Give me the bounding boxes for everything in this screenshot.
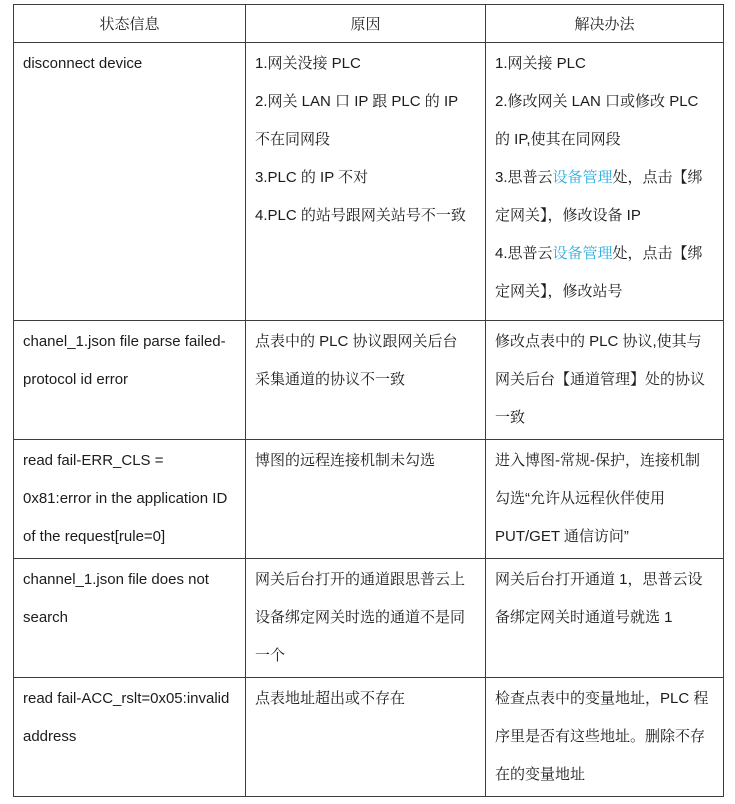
cell-status <box>14 678 246 797</box>
cell-paragraph <box>255 561 471 675</box>
text-segment: read fail-ACC_rslt=0x05:invalid address <box>23 690 230 745</box>
cell-paragraph <box>23 323 231 399</box>
cell-solution <box>486 559 724 678</box>
text-segment: 处，点击【绑定网关】，修改站号 <box>495 245 703 300</box>
table-row <box>14 440 724 559</box>
cell-cause <box>246 559 486 678</box>
cell-status <box>14 559 246 678</box>
cell-status <box>14 321 246 440</box>
header-cause: 原因 <box>246 5 486 43</box>
cell-paragraph <box>495 83 709 159</box>
text-segment: 点表地址超出或不存在 <box>255 690 406 707</box>
cell-paragraph <box>255 83 471 159</box>
cell-solution <box>486 321 724 440</box>
header-row <box>14 5 724 43</box>
table-row <box>14 678 724 797</box>
cell-paragraph <box>495 159 709 235</box>
cell-paragraph <box>495 561 709 637</box>
troubleshooting-table <box>13 4 724 797</box>
accent-link-text: 设备管理 <box>552 245 613 262</box>
cell-paragraph <box>255 442 471 480</box>
text-segment: 2.修改网关 LAN 口或修改 PLC 的 IP,使其在同网段 <box>495 93 699 148</box>
table-row <box>14 321 724 440</box>
cell-paragraph <box>495 45 709 83</box>
cell-paragraph <box>23 45 231 83</box>
cell-paragraph <box>495 323 709 437</box>
text-segment: 处，点击【绑定网关】，修改设备 IP <box>495 169 703 224</box>
table-row <box>14 559 724 678</box>
table-body <box>14 43 724 797</box>
cell-status <box>14 43 246 321</box>
text-segment: disconnect device <box>23 55 143 72</box>
cell-cause <box>246 440 486 559</box>
text-segment: 网关后台打开通道 1，思普云设备绑定网关时通道号就选 1 <box>495 571 703 626</box>
table-header <box>14 5 724 43</box>
cell-paragraph <box>23 442 231 556</box>
cell-paragraph <box>495 235 709 311</box>
cell-paragraph <box>255 159 471 197</box>
table-row <box>14 43 724 321</box>
header-status: 状态信息 <box>14 5 246 43</box>
text-segment: 点表中的 PLC 协议跟网关后台采集通道的协议不一致 <box>255 333 458 388</box>
text-segment: 网关后台打开的通道跟思普云上设备绑定网关时选的通道不是同一个 <box>255 571 466 664</box>
text-segment: 进入博图-常规-保护，连接机制勾选“允许从远程伙伴使用 PUT/GET 通信访问” <box>495 452 700 545</box>
text-segment: 3.PLC 的 IP 不对 <box>255 169 369 186</box>
cell-paragraph <box>255 45 471 83</box>
text-segment: 4.PLC 的站号跟网关站号不一致 <box>255 207 466 224</box>
cell-paragraph <box>255 323 471 399</box>
text-segment: 1.网关接 PLC <box>495 55 586 72</box>
cell-solution <box>486 440 724 559</box>
cell-paragraph <box>495 680 709 794</box>
cell-paragraph <box>23 561 231 637</box>
text-segment: 1.网关没接 PLC <box>255 55 361 72</box>
cell-cause <box>246 43 486 321</box>
cell-status <box>14 440 246 559</box>
text-segment: 4.思普云 <box>495 245 553 262</box>
accent-link-text: 设备管理 <box>552 169 613 186</box>
text-segment: channel_1.json file does not search <box>23 571 209 626</box>
cell-cause <box>246 678 486 797</box>
text-segment: 修改点表中的 PLC 协议,使其与网关后台【通道管理】处的协议一致 <box>495 333 706 426</box>
header-solution: 解决办法 <box>486 5 724 43</box>
cell-paragraph <box>255 197 471 235</box>
text-segment: read fail-ERR_CLS = 0x81:error in the application ID of the request[rule=0] <box>23 452 228 545</box>
text-segment: chanel_1.json file parse failed-protocol id error <box>23 333 226 388</box>
cell-paragraph <box>495 442 709 556</box>
text-segment: 检查点表中的变量地址，PLC 程序里是否有这些地址。删除不存在的变量地址 <box>495 690 709 783</box>
text-segment: 3.思普云 <box>495 169 553 186</box>
cell-solution <box>486 678 724 797</box>
text-segment: 博图的远程连接机制未勾选 <box>255 452 436 469</box>
cell-paragraph <box>23 680 231 756</box>
text-segment: 2.网关 LAN 口 IP 跟 PLC 的 IP 不在同网段 <box>255 93 458 148</box>
cell-cause <box>246 321 486 440</box>
cell-solution <box>486 43 724 321</box>
cell-paragraph <box>255 680 471 718</box>
